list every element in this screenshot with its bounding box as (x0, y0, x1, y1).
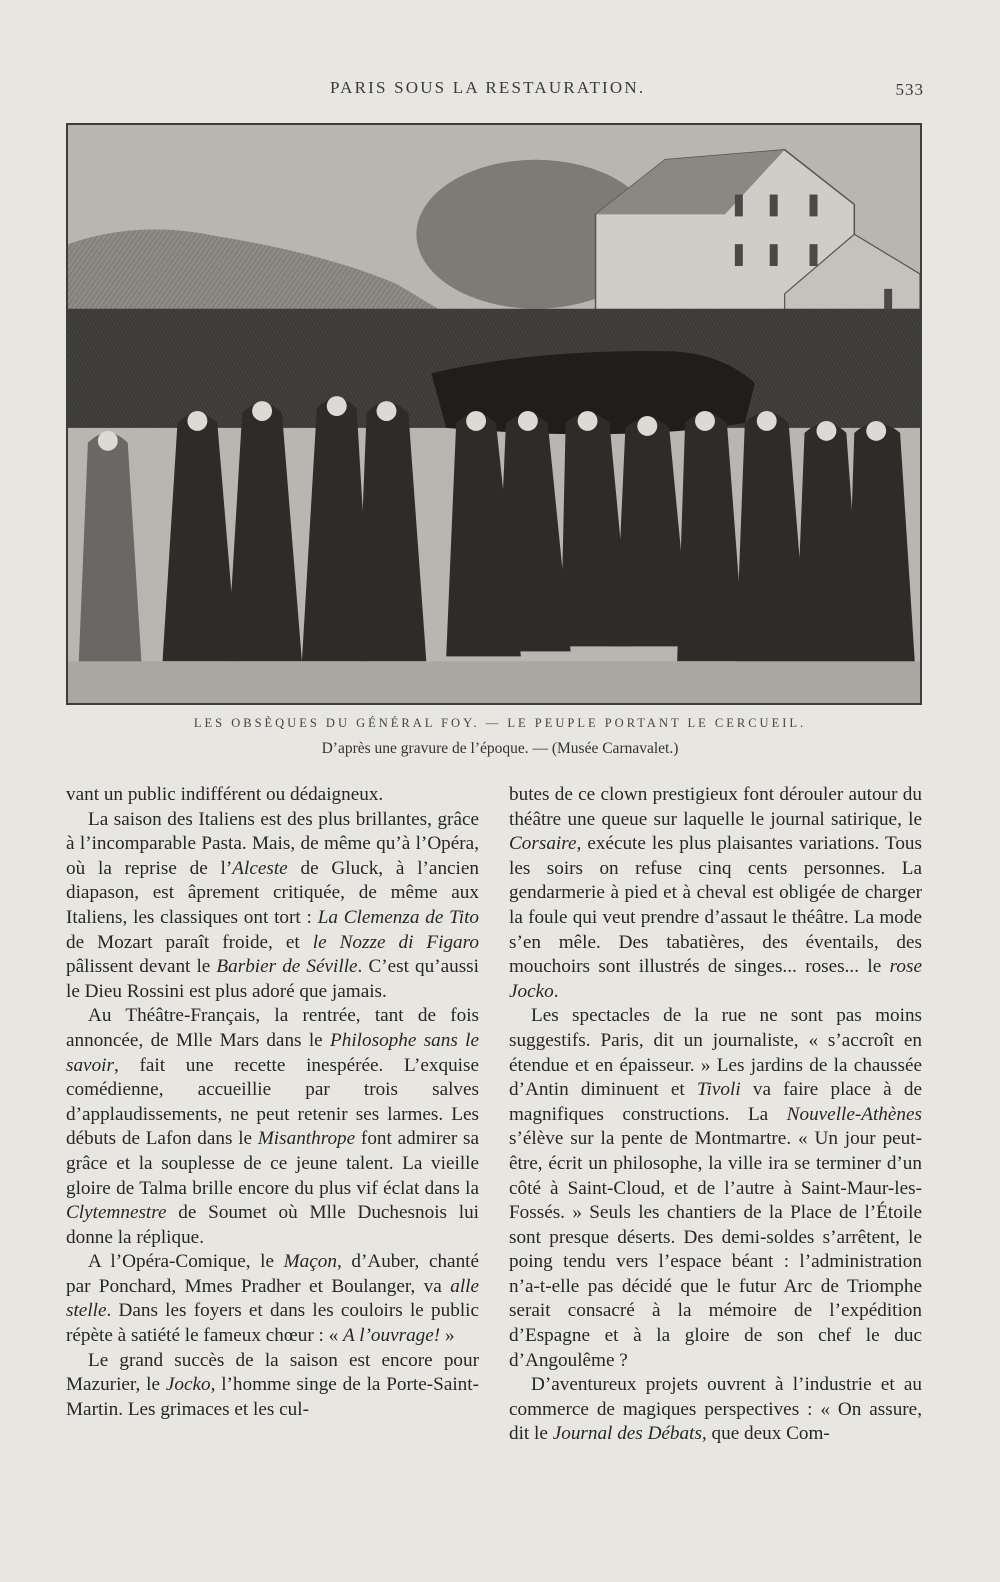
paragraph: Au Théâtre-Français, la rentrée, tant de fois annoncée, de Mlle Mars dans le Philosophe sans le savoir, fait une recette inespérée. L’exquise comédienne, accueillie par trois salves d’applaudissements, ne peut retenir ses larmes. Les débuts de Lafon dans le Misanthrope font admirer sa grâce et la souplesse de ce jeune talent. La vieille gloire de Talma brille encore du plus vif éclat dans la Clytemnestre de Soumet où Mlle Duchesnois lui donne la réplique. (66, 1005, 479, 1248)
engraving-drawing (68, 125, 920, 703)
left-column (66, 783, 479, 1422)
running-title: PARIS SOUS LA RESTAURATION. (330, 78, 646, 97)
paragraph: butes de ce clown prestigieux font dérouler autour du théâtre une queue sur laquelle le journal satirique, le Corsaire, exécute les plus plaisantes variations. Tous les soirs on refuse cinq cents personnes. La gendarmerie à pied et à cheval est obligée de charger la foule qui veut prendre d’assaut le théâtre. La mode s’en mêle. Des tabatières, des éventails, des mouchoirs sont illustrés de singes... roses... le rose Jocko. (509, 784, 922, 1002)
paragraph: Les spectacles de la rue ne sont pas moins suggestifs. Paris, dit un journaliste, « s’accroît en étendue et en épaisseur. » Les jardins de la chaussée d’Antin diminuent et Tivoli va faire place à de magnifiques constructions. La Nouvelle-Athènes s’élève sur la pente de Montmartre. « Un jour peut-être, écrit un philosophe, la ville ira se terminer d’un côté à Saint-Cloud, et de l’autre à Saint-Maur-les-Fossés. » Seuls les chantiers de la Place de l’Étoile sont presque déserts. Des demi-soldes s’arrêtent, le poing tendu vers l’espace béant : l’administration n’a-t-elle pas décidé que le futur Arc de Triomphe serait consacré à la mémoire de l’expédition d’Espagne et à la gloire de son chef le duc d’Angoulême ? (509, 1005, 922, 1371)
page-number: 533 (895, 80, 924, 99)
paragraph: D’aventureux projets ouvrent à l’industrie et au commerce de magiques perspectives : « On assure, dit le Journal des Débats, que deux Com- (509, 1374, 922, 1445)
paragraph: La saison des Italiens est des plus brillantes, grâce à l’incomparable Pasta. Mais, de même qu’à l’Opéra, où la reprise de l’Alceste de Gluck, à l’ancien diapason, est âprement critiquée, de même aux Italiens, les classiques ont tort : La Clemenza de Tito de Mozart paraît froide, et le Nozze di Figaro pâlissent devant le Barbier de Séville. C’est qu’aussi le Dieu Rossini est plus adoré que jamais. (66, 808, 480, 1002)
paragraph: Le grand succès de la saison est encore pour Mazurier, le Jocko, l’homme singe de la Porte-Saint-Martin. Les grimaces et les cul- (66, 1349, 479, 1420)
funeral-engraving-illustration (66, 123, 922, 705)
ground (68, 661, 920, 703)
paragraph: A l’Opéra-Comique, le Maçon, d’Auber, chanté par Ponchard, Mmes Pradher et Boulanger, va alle stelle. Dans les foyers et dans les couloirs le public répète à satiété le fameux chœur : « A l’ouvrage! » (66, 1251, 480, 1347)
right-column (509, 783, 922, 1447)
running-header (0, 78, 1000, 102)
figure-credit: D’après une gravure de l’époque. — (Musée Carnavalet.) (321, 740, 679, 757)
paragraph: vant un public indifférent ou dédaigneux. (66, 784, 384, 805)
figure-caption: LES OBSÈQUES DU GÉNÉRAL FOY. — LE PEUPLE PORTANT LE CERCUEIL. (193, 716, 807, 730)
